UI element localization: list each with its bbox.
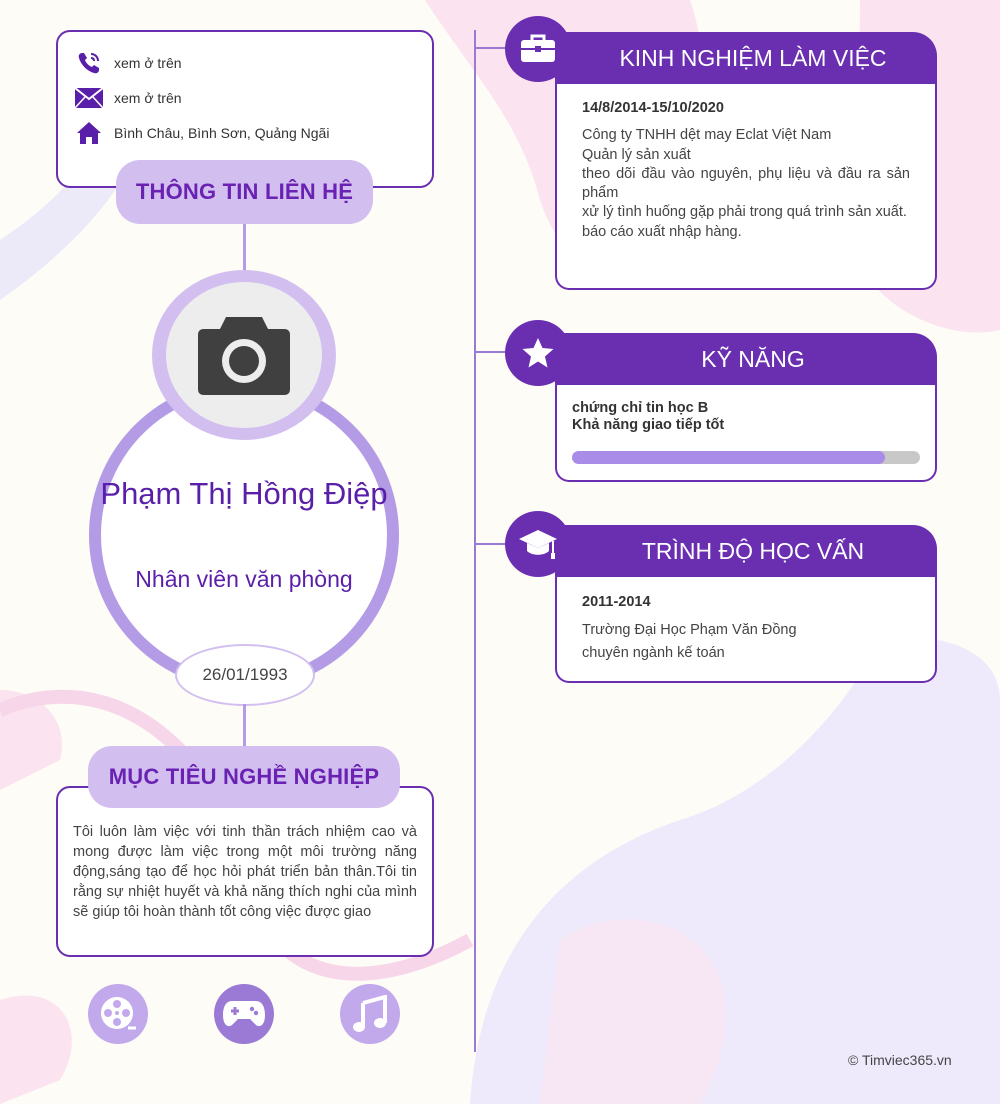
skill-level-fill — [572, 451, 885, 464]
experience-position: Quản lý sản xuất — [582, 147, 691, 163]
contact-phone-row — [74, 50, 182, 76]
skill-item: Khả năng giao tiếp tốt — [572, 417, 725, 433]
experience-duty: theo dõi đầu vào nguyên, phụ liệu và đầu ra sản phẩm — [582, 166, 910, 201]
skills-title: KỸ NĂNG — [555, 333, 937, 385]
experience-duty: báo cáo xuất nhập hàng. — [582, 224, 742, 240]
timeline-line — [474, 30, 476, 1052]
objective-title: MỤC TIÊU NGHỀ NGHIỆP — [88, 746, 400, 808]
phone-icon — [74, 50, 104, 76]
home-icon — [74, 120, 104, 146]
education-title: TRÌNH ĐỘ HỌC VẤN — [555, 525, 937, 577]
education-school: Trường Đại Học Phạm Văn Đồng — [582, 622, 797, 638]
music-note-icon — [340, 984, 400, 1044]
envelope-icon — [74, 85, 104, 111]
experience-details — [582, 125, 910, 242]
objective-box — [56, 786, 434, 957]
photo-placeholder[interactable] — [166, 282, 322, 428]
objective-text: Tôi luôn làm việc với tinh thần trách nhiệm cao và mong được làm việc trong một môi trường năng động,sáng tạo để học hỏi phát triển bản thân.Tôi tin rằng sự nhiệt huyết và khả năng thích nghi của mình sẽ giúp tôi hoàn thành tốt công việc được giao — [73, 824, 417, 920]
contact-address: Bình Châu, Bình Sơn, Quảng Ngãi — [114, 125, 330, 141]
contact-email: xem ở trên — [114, 90, 182, 106]
experience-title: KINH NGHIỆM LÀM VIỆC — [555, 32, 937, 84]
film-reel-icon — [88, 984, 148, 1044]
job-title: Nhân viên văn phòng — [135, 566, 353, 592]
star-icon — [505, 320, 571, 386]
gamepad-icon — [214, 984, 274, 1044]
skill-level-bar — [572, 451, 920, 464]
contact-address-row — [74, 120, 329, 146]
camera-icon — [196, 313, 292, 397]
education-major: chuyên ngành kế toán — [582, 645, 725, 661]
full-name: Phạm Thị Hồng Điệp — [100, 476, 388, 511]
connector-line — [243, 704, 246, 748]
graduation-cap-icon — [505, 511, 571, 577]
contact-title: THÔNG TIN LIÊN HỆ — [116, 160, 373, 224]
skills-box — [555, 385, 937, 482]
experience-duty: xử lý tình huống gặp phải trong quá trình sản xuất. — [582, 204, 907, 220]
education-box — [555, 577, 937, 683]
connector-line — [243, 224, 246, 272]
experience-company: Công ty TNHH dệt may Eclat Việt Nam — [582, 127, 832, 143]
experience-period: 14/8/2014-15/10/2020 — [582, 100, 724, 116]
contact-email-row — [74, 85, 182, 111]
copyright: © Timviec365.vn — [848, 1052, 952, 1068]
education-period: 2011-2014 — [582, 594, 651, 610]
briefcase-icon — [505, 16, 571, 82]
date-of-birth: 26/01/1993 — [175, 644, 315, 706]
experience-box — [555, 84, 937, 290]
skill-item: chứng chỉ tin học B — [572, 400, 709, 416]
contact-phone: xem ở trên — [114, 55, 182, 71]
